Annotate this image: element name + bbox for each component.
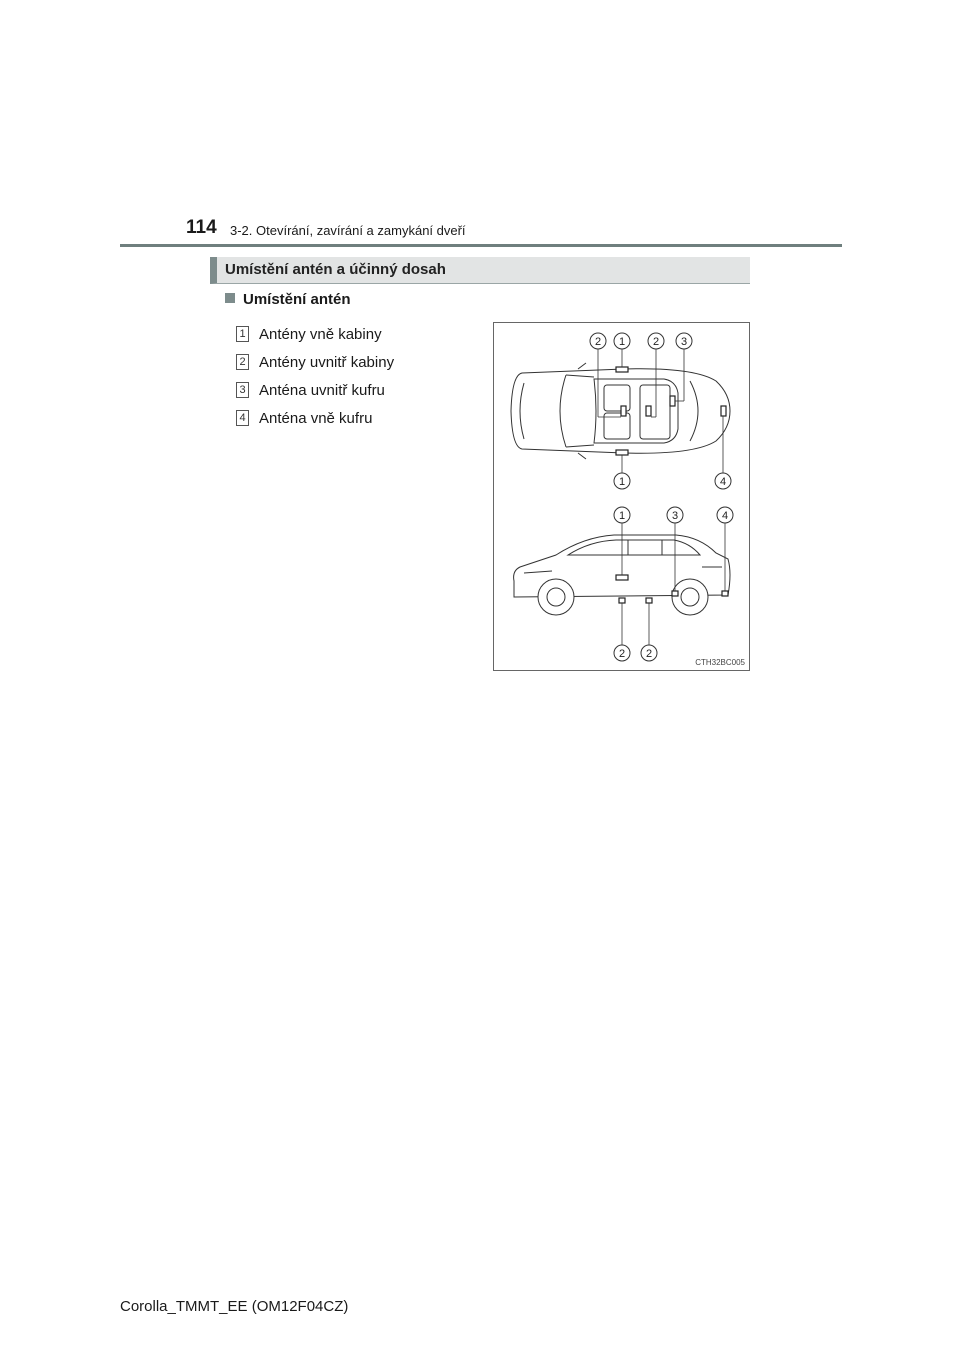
footer-manual-id: Corolla_TMMT_EE (OM12F04CZ) <box>120 1298 349 1315</box>
antenna-marker <box>670 396 675 406</box>
badge-label: 2 <box>594 336 602 348</box>
badge-label: 1 <box>618 336 626 348</box>
top-view-antenna-markers <box>616 367 726 455</box>
badge-label: 2 <box>618 648 626 660</box>
badge-label: 1 <box>618 510 626 522</box>
legend-item <box>236 320 394 348</box>
antenna-location-figure <box>493 322 750 671</box>
antenna-marker <box>616 367 628 372</box>
antenna-marker <box>722 591 728 596</box>
antenna-marker <box>616 450 628 455</box>
legend-item <box>236 404 394 432</box>
legend-label: Anténa vně kufru <box>259 409 373 427</box>
badge-label: 2 <box>645 648 653 660</box>
section-title: Umístění antén a účinný dosah <box>225 261 446 278</box>
badge-label: 3 <box>680 336 688 348</box>
antenna-legend <box>236 320 394 432</box>
antenna-marker <box>616 575 628 580</box>
chapter-title: 3-2. Otevírání, zavírání a zamykání dveří <box>230 223 466 238</box>
badge-label: 4 <box>719 476 727 488</box>
antenna-marker <box>672 591 678 596</box>
square-bullet-icon <box>225 293 235 303</box>
subheading-text: Umístění antén <box>243 291 351 308</box>
badge-label: 3 <box>671 510 679 522</box>
number-badge: 3 <box>236 382 249 398</box>
section-heading-bar <box>210 257 750 284</box>
antenna-marker <box>646 406 651 416</box>
number-badge: 4 <box>236 410 249 426</box>
header-rule <box>120 244 842 247</box>
badge-label: 1 <box>618 476 626 488</box>
badge-label: 4 <box>721 510 729 522</box>
antenna-marker <box>721 406 726 416</box>
antenna-marker <box>621 406 626 416</box>
number-badge: 2 <box>236 354 249 370</box>
badge-label: 2 <box>652 336 660 348</box>
number-badge: 1 <box>236 326 249 342</box>
side-view-leader-lines <box>622 523 725 645</box>
antenna-marker <box>619 598 625 603</box>
legend-label: Anténa uvnitř kufru <box>259 381 385 399</box>
antenna-marker <box>646 598 652 603</box>
legend-label: Antény vně kabiny <box>259 325 382 343</box>
legend-item <box>236 376 394 404</box>
legend-label: Antény uvnitř kabiny <box>259 353 395 371</box>
diagram-number-badges <box>590 333 733 661</box>
legend-item <box>236 348 394 376</box>
car-antenna-diagram <box>494 323 751 672</box>
page-number: 114 <box>186 217 217 238</box>
subheading <box>225 291 351 308</box>
figure-code: CTH32BC005 <box>695 658 745 667</box>
